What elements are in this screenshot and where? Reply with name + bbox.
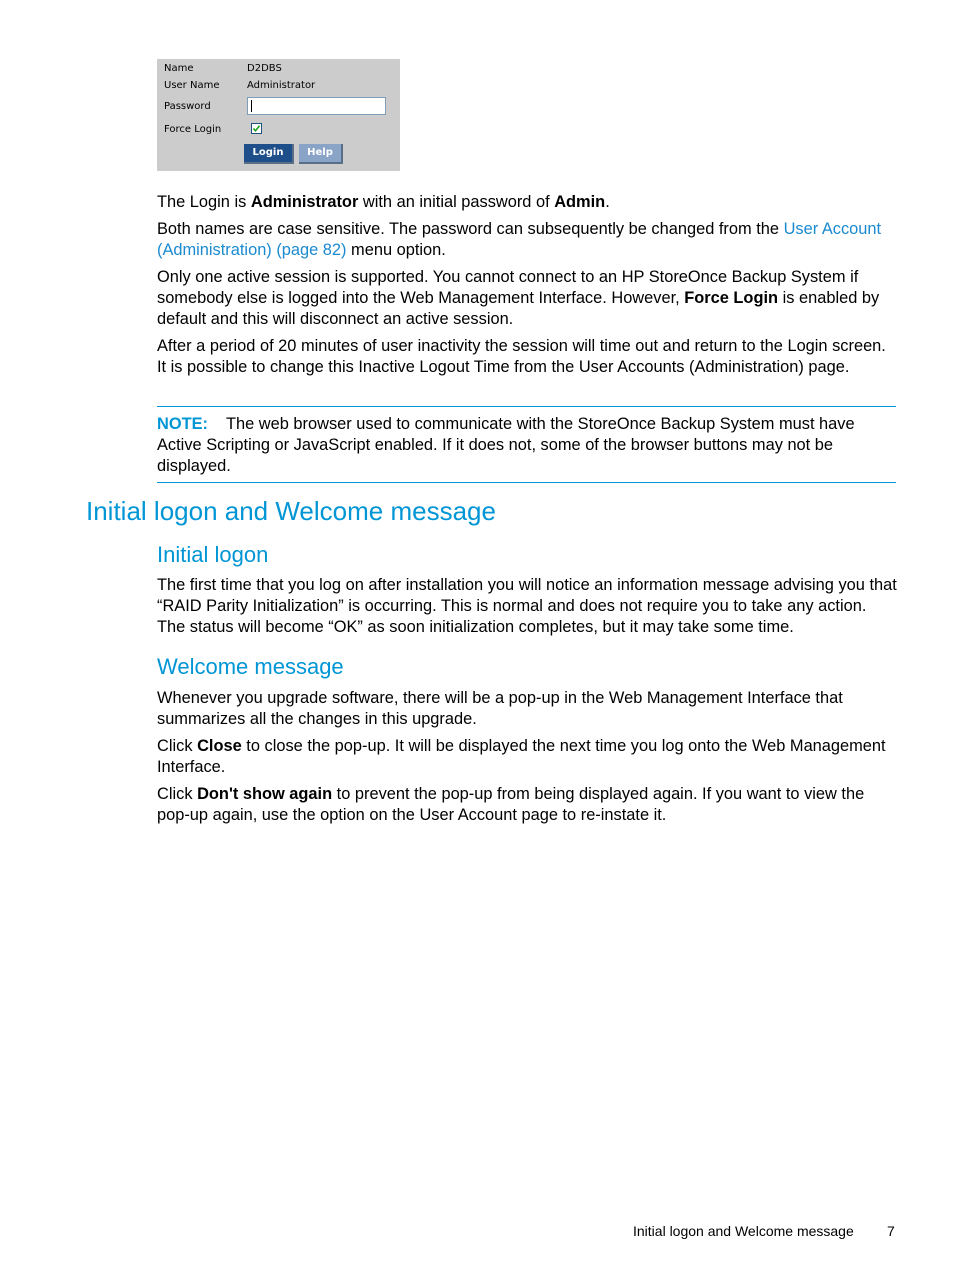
paragraph-timeout: After a period of 20 minutes of user inactivity the session will time out and return to the Login screen. It is possible to change this Inactive Logout Time from the User Accounts (Administration) page. — [157, 337, 886, 376]
note-top-rule — [157, 406, 896, 407]
force-login-label: Force Login — [164, 124, 222, 135]
login-panel — [157, 59, 400, 171]
username-value: Administrator — [247, 80, 316, 91]
username-label: User Name — [164, 80, 220, 91]
subheading-initial-logon: Initial logon — [157, 542, 269, 567]
paragraph-initial-logon: The first time that you log on after installation you will notice an information message advising you that “RAID Parity Initialization” is occurring. This is normal and does not require you to take any action. The status will become “OK” as soon initialization completes, but it may take some time. — [157, 576, 897, 636]
force-login-checkbox[interactable] — [251, 123, 262, 134]
checkmark-icon — [252, 124, 261, 133]
name-label: Name — [164, 63, 194, 74]
name-value: D2DBS — [247, 63, 282, 74]
paragraph-close: Click Close to close the pop-up. It will be displayed the next time you log onto the Web Management Interface. — [157, 737, 886, 776]
paragraph-dont-show-again: Click Don't show again to prevent the pop-up from being displayed again. If you want to view the pop-up again, use the option on the User Account page to re-instate it. — [157, 785, 865, 824]
user-account-link[interactable]: User Account (Administration) (page 82) — [157, 220, 882, 259]
paragraph-login-credentials: The Login is Administrator with an initial password of Admin. — [157, 193, 610, 211]
help-button[interactable]: Help — [299, 144, 343, 164]
page-number: 7 — [887, 1223, 895, 1239]
note-bottom-rule — [157, 482, 896, 483]
password-input[interactable] — [247, 97, 386, 115]
note-label: NOTE: — [157, 415, 208, 433]
note-box — [157, 414, 897, 477]
footer-title: Initial logon and Welcome message — [633, 1223, 854, 1239]
paragraph-case-sensitive: Both names are case sensitive. The password can subsequently be changed from the User Account (Administration) (page 82) menu option. — [157, 220, 882, 259]
subheading-welcome-message: Welcome message — [157, 654, 344, 679]
password-label: Password — [164, 101, 211, 112]
section-heading: Initial logon and Welcome message — [86, 496, 496, 526]
note-text: The web browser used to communicate with the StoreOnce Backup System must have Active Scripting or JavaScript enabled. If it does not, some of the browser buttons may not be displayed. — [157, 415, 855, 475]
paragraph-session: Only one active session is supported. You cannot connect to an HP StoreOnce Backup System if somebody else is logged into the Web Management Interface. However, Force Login is enabled by default and this will disconnect an active session. — [157, 268, 880, 328]
login-button[interactable]: Login — [244, 144, 294, 164]
paragraph-upgrade-popup: Whenever you upgrade software, there will be a pop-up in the Web Management Interface that summarizes all the changes in this upgrade. — [157, 689, 843, 728]
